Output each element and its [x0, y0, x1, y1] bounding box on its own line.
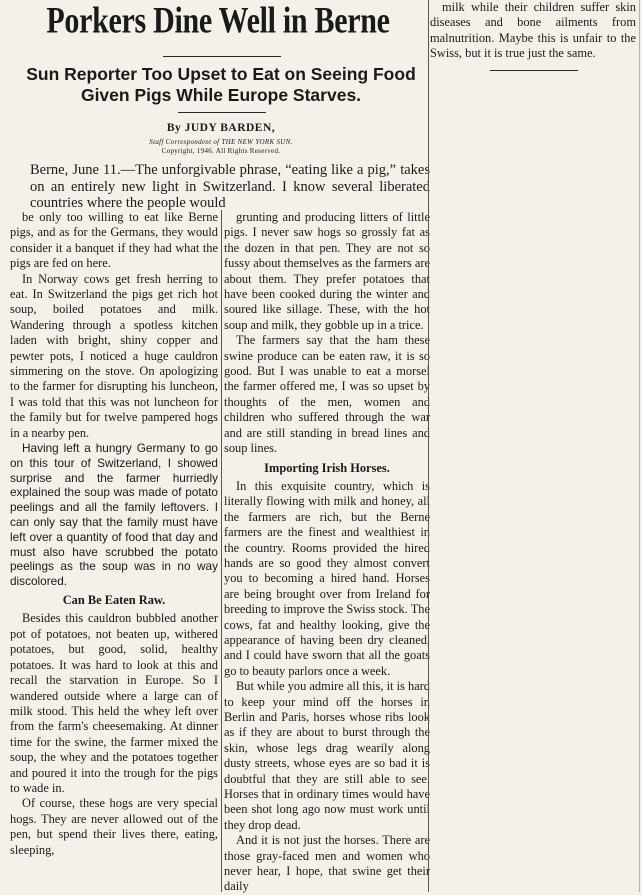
clipping-edge: [639, 0, 640, 892]
section-heading: Can Be Eaten Raw.: [62, 593, 166, 608]
paragraph: In Norway cows get fresh herring to eat. In Switzerland the pigs get rich hot soup, boiled potatoes and milk. Wandering through a spotless kitchen laden with bright, shiny copper and pewter pots, I noticed a huge cauldron simmering on the stove. On apologizing to the farmer for disrupting his luncheon, I was told that this was not luncheon for the family but for twelve pampered hogs in a nearby pen.: [10, 271, 218, 440]
paragraph: Besides this cauldron bubbled another pot of potatoes, not beaten up, withered potatoes, but good, solid, healthy potatoes. It was hard to look at this and recall the starvation in Europe. So I wandered outside where a large can of milk stood. This held the whey left over from the farm's cheesemaking. At dinner time for the swine, the farmer mixed the soup, the whey and the potatoes together and poured it into the trough for the pigs to wade in.: [10, 611, 218, 795]
paragraph: Having left a hungry Germany to go on this tour of Switzerland, I showed surprise and the farmer hurriedly explained the soup was made of potato peelings and all the family leftovers. I can only say that the family must have left over a quantity of food that day and must also have scrubbed the potato peelings as the soup was in no way discolored.: [10, 441, 218, 589]
paragraph: And it is not just the horses. There are those gray-faced men and women who never hear, I hope, that swine get their daily: [224, 833, 430, 894]
column-divider: [221, 210, 222, 892]
paragraph: milk while their children suffer skin diseases and bone ailments from malnutrition. Maybe this is unfair to the Swiss, but it is true just the same.: [430, 0, 636, 61]
paragraph: But while you admire all this, it is hard to keep your mind off the horses in Berlin and Paris, horses whose ribs look as if they are about to burst through the skin, whose legs drag wearily along dusty streets, whose eyes are so bad it is doubtful that they are still able to see. Horses that in ordinary times would have been shot long ago now must work until they drop dead.: [224, 679, 430, 832]
headline-rule: [163, 56, 281, 57]
section-heading: Importing Irish Horses.: [264, 460, 390, 475]
paragraph: grunting and producing litters of little pigs. I never saw hogs so grossly fat as the dozen in that pen. They are not so fussy about themselves as the farmers are about them. They prefer potatoes that have been cooked during the winter and soured like sillage. These, with the hot soup and milk, they gobble up in a trice.: [224, 210, 430, 332]
copyright-line: Copyright, 1946. All Rights Reserved.: [161, 147, 281, 155]
column-2: [224, 210, 430, 895]
paragraph: be only too willing to eat like Berne pigs, and as for the Germans, they would consider it a banquet if they had what the pigs are fed on here.: [10, 210, 218, 271]
headline: Porkers Dine Well in Berne: [46, 0, 390, 42]
paragraph: Of course, these hogs are very special hogs. They are never allowed out of the pen, but spend their lives there, eating, sleeping,: [10, 796, 218, 857]
correspondent-credit: Staff Correspondent of THE NEW YORK SUN.: [149, 138, 293, 146]
subhead-rule: [178, 112, 266, 113]
end-rule: [490, 70, 578, 71]
subheadline: Sun Reporter Too Upset to Eat on Seeing Food Given Pigs While Europe Starves.: [26, 64, 416, 105]
column-divider: [428, 0, 429, 892]
column-3: [430, 0, 636, 62]
byline: By JUDY BARDEN,: [166, 122, 276, 134]
column-1: [10, 210, 218, 858]
paragraph: The farmers say that the ham these swine produce can be eaten raw, it is so good. But I was unable to eat a morsel the farmer offered me, I was so upset by thoughts of the men, women and children who suffered through the war and are still standing in bread lines and soup lines.: [224, 333, 430, 456]
paragraph: In this exquisite country, which is literally flowing with milk and honey, all the farmers are rich, but the Berne farmers are the finest and wealthiest in the country. Rooms provided the hired hands are so good they almost convert you to becoming a hired hand. Horses are being brought over from Ireland for breeding to improve the Swiss stock. The cows, fat and healthy looking, give the appearance of having been dry cleaned, and I could have sworn that all the goats go to beauty parlors once a week.: [224, 478, 430, 678]
lead-paragraph: Berne, June 11.—The unforgivable phrase, “eating like a pig,” takes on an entirely new light in Switzerland. I know several liberated countries where the people would: [30, 162, 430, 211]
